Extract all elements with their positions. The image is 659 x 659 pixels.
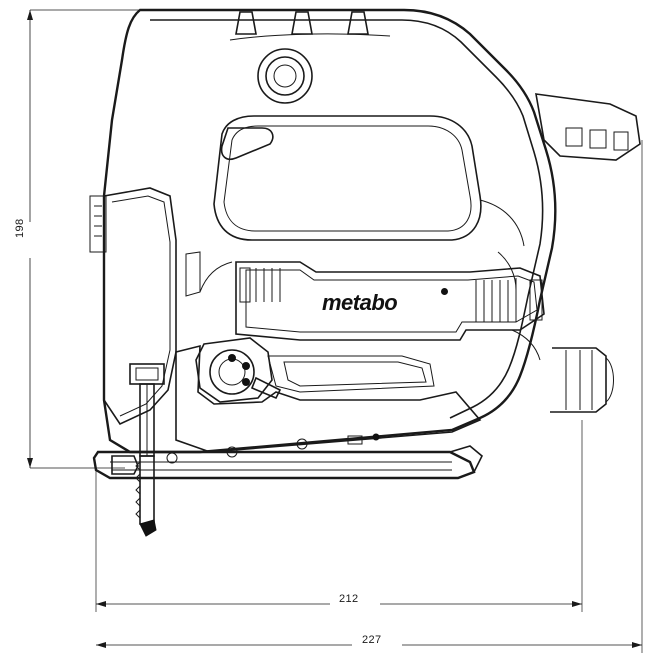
dimension-label-height: 198 [14,218,26,238]
pendulum-stroke-selector [196,338,280,402]
brand-logo-text: metabo [322,290,398,315]
dimension-label-body-length: 212 [339,593,359,605]
handle-grip-opening [214,116,481,240]
top-vent-slots [230,12,390,40]
rear-cable-guard [536,94,640,160]
brand-logo-dot [441,288,448,295]
gearbox-lower-cover [176,346,480,452]
dimension-label-overall-length: 227 [362,634,382,646]
top-screw-boss [258,49,312,103]
dust-extraction-nozzle [550,348,614,412]
